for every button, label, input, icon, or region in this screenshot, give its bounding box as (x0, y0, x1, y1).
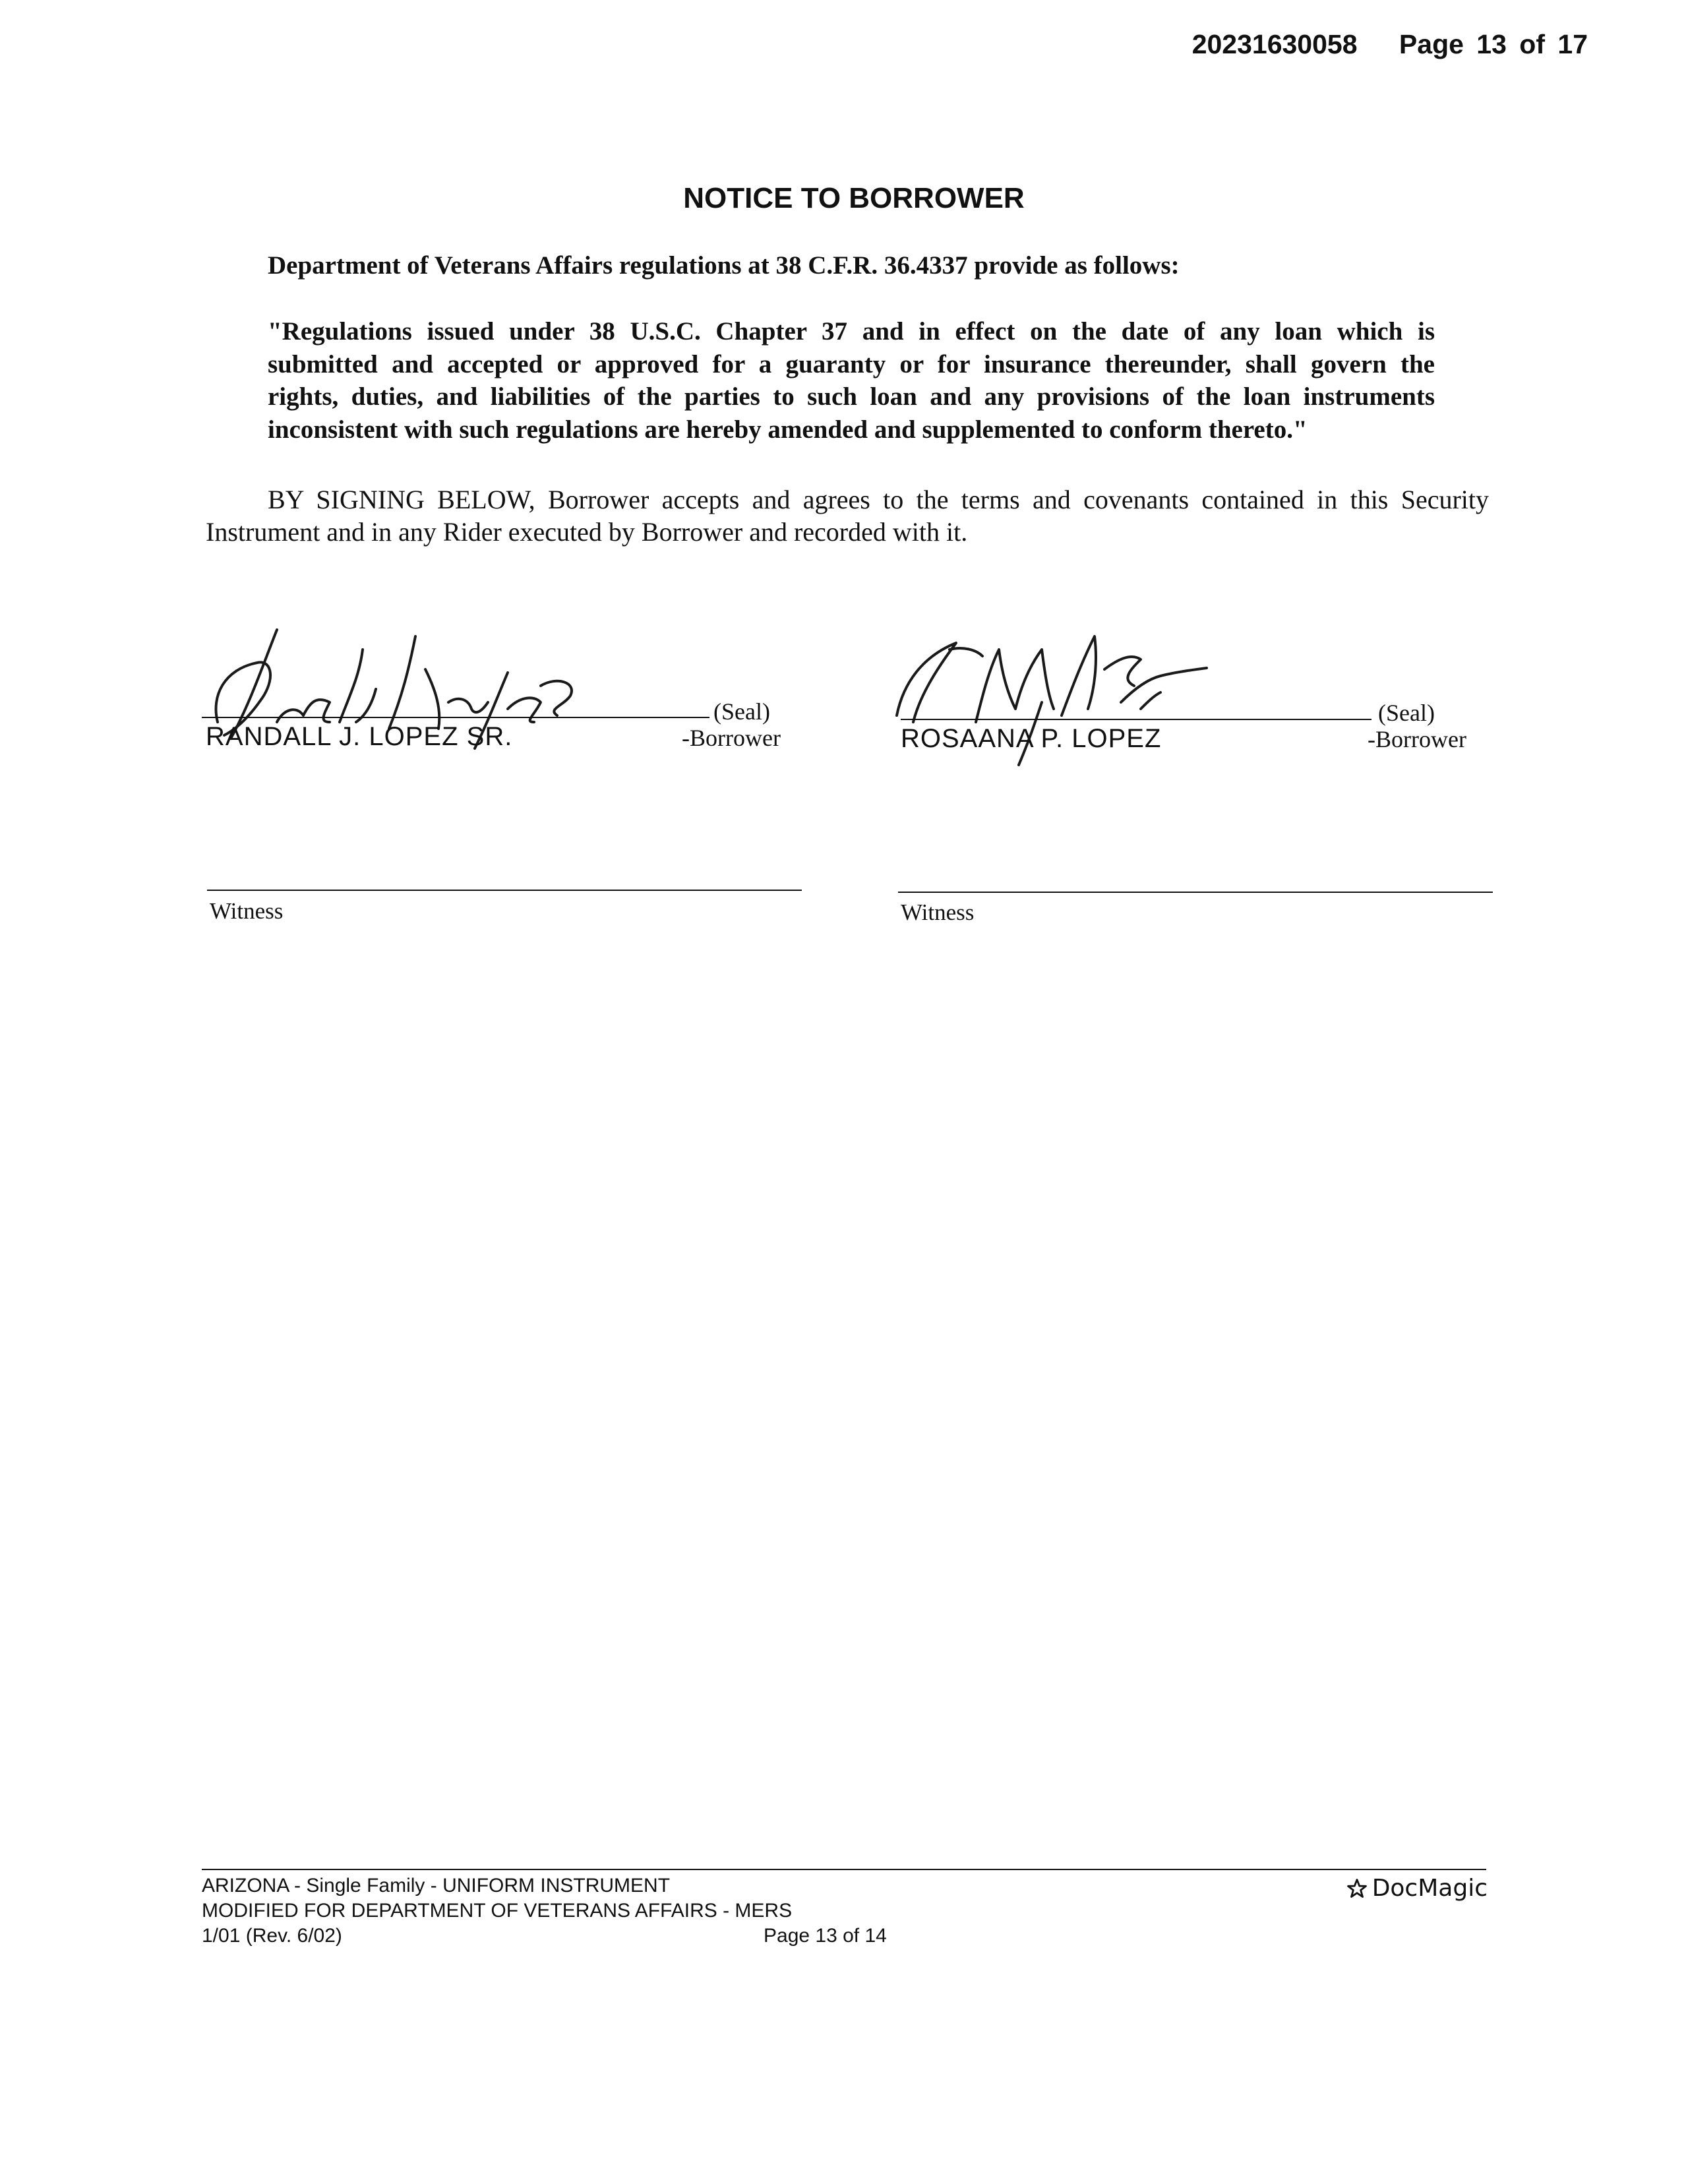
borrower-role-2: -Borrower (1368, 726, 1466, 752)
docmagic-brand: DocMagic (1372, 1875, 1488, 1902)
quote-line: submitted and accepted or approved for a guaranty or for insurance thereunder, shall govern the (268, 349, 1435, 379)
notice-title: NOTICE TO BORROWER (683, 182, 1025, 214)
recording-header (1192, 29, 1588, 60)
footer-rule (202, 1869, 1486, 1870)
quote-line: rights, duties, and liabilities of the parties to such loan and any provisions of the loan instruments (268, 382, 1435, 411)
regulation-quote (268, 315, 1435, 446)
signature-line-1 (202, 717, 709, 718)
signing-statement: BY SIGNING BELOW, Borrower accepts and agrees to the terms and covenants contained in this Security Instrument and in any Rider executed by Borrower and recorded with it. (206, 485, 1489, 547)
borrower-role-1: -Borrower (682, 725, 781, 751)
handwritten-signature-1 (198, 623, 600, 781)
seal-label-2: (Seal) (1378, 700, 1435, 726)
footer-form-modifier: MODIFIED FOR DEPARTMENT OF VETERANS AFFAIRS - MERS (202, 1900, 793, 1922)
witness-label-1: Witness (210, 898, 284, 924)
footer-page-number: Page 13 of 14 (764, 1925, 887, 1947)
borrower-name-1: RANDALL J. LOPEZ SR. (206, 722, 513, 751)
recording-page-label: Page 13 of 17 (1399, 29, 1588, 59)
star-outline-icon (1346, 1877, 1368, 1900)
seal-label-1: (Seal) (713, 698, 770, 725)
witness-line-1 (207, 890, 802, 891)
footer-form-title: ARIZONA - Single Family - UNIFORM INSTRUMENT (202, 1875, 671, 1896)
witness-line-2 (898, 892, 1493, 893)
docmagic-logo (1346, 1875, 1488, 1902)
signature-line-2 (901, 719, 1372, 720)
quote-line: inconsistent with such regulations are hereby amended and supplemented to conform thereto." (268, 415, 1308, 444)
footer-form-revision: 1/01 (Rev. 6/02) (202, 1925, 342, 1947)
document-number: 20231630058 (1191, 29, 1358, 59)
regulation-intro: Department of Veterans Affairs regulations at 38 C.F.R. 36.4337 provide as follows: (268, 251, 1180, 280)
quote-line: "Regulations issued under 38 U.S.C. Chapter 37 and in effect on the date of any loan which is (268, 317, 1435, 346)
borrower-name-2: ROSAANA P. LOPEZ (901, 724, 1162, 753)
witness-label-2: Witness (901, 899, 975, 925)
